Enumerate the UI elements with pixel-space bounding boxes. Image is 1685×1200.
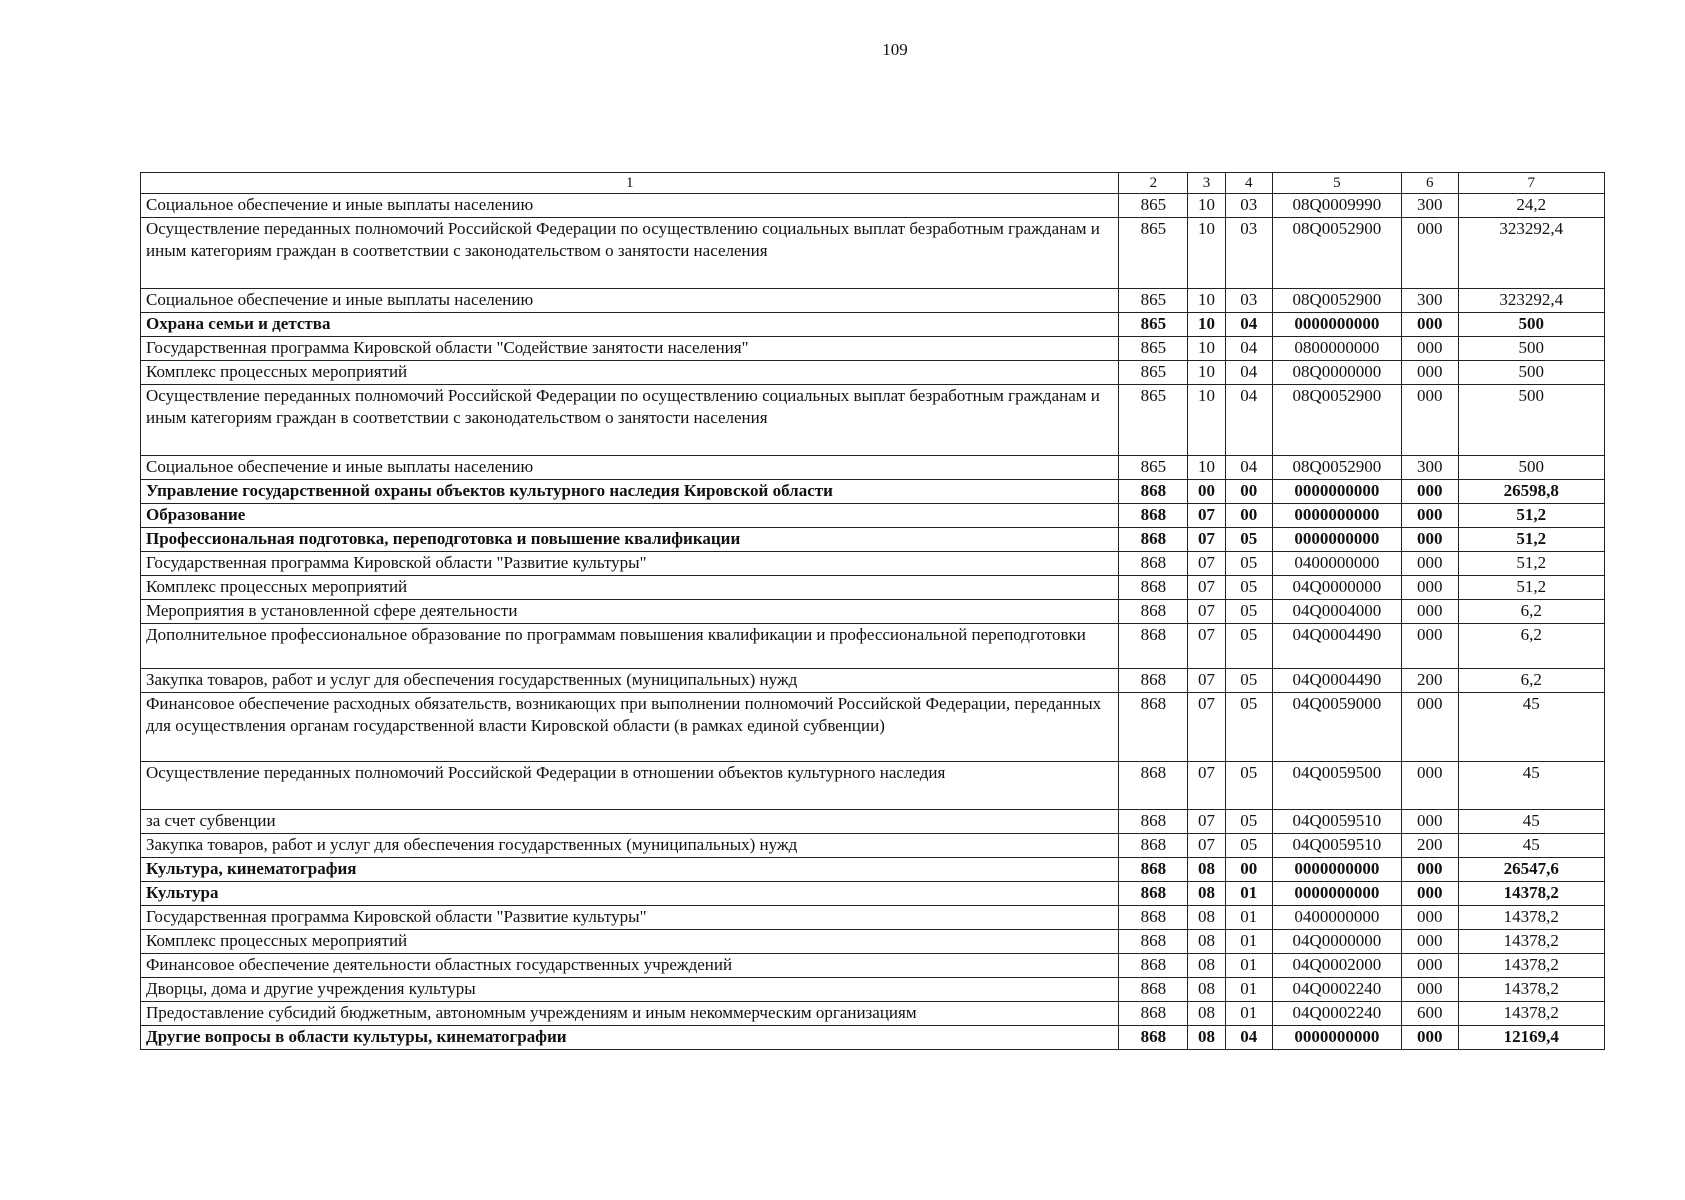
cell-ministry-code: 868 <box>1119 762 1188 810</box>
column-header: 2 <box>1119 173 1188 194</box>
row-description: Социальное обеспечение и иные выплаты населению <box>141 194 1119 218</box>
cell-subsection-code: 05 <box>1225 810 1272 834</box>
cell-target-article: 08Q0000000 <box>1272 361 1401 385</box>
cell-section-code: 08 <box>1188 930 1225 954</box>
cell-section-code: 10 <box>1188 289 1225 313</box>
cell-ministry-code: 868 <box>1119 810 1188 834</box>
column-header: 3 <box>1188 173 1225 194</box>
cell-subsection-code: 01 <box>1225 906 1272 930</box>
cell-ministry-code: 865 <box>1119 337 1188 361</box>
table-row <box>141 289 1605 313</box>
cell-target-article: 04Q0004490 <box>1272 624 1401 669</box>
cell-subsection-code: 00 <box>1225 480 1272 504</box>
cell-expense-type: 000 <box>1401 906 1458 930</box>
row-description: Управление государственной охраны объектов культурного наследия Кировской области <box>141 480 1119 504</box>
cell-amount: 500 <box>1458 313 1604 337</box>
cell-section-code: 08 <box>1188 882 1225 906</box>
table-row <box>141 810 1605 834</box>
cell-subsection-code: 01 <box>1225 930 1272 954</box>
cell-subsection-code: 01 <box>1225 978 1272 1002</box>
cell-section-code: 07 <box>1188 693 1225 762</box>
cell-expense-type: 000 <box>1401 528 1458 552</box>
cell-target-article: 0000000000 <box>1272 1026 1401 1050</box>
cell-subsection-code: 03 <box>1225 289 1272 313</box>
cell-section-code: 08 <box>1188 978 1225 1002</box>
cell-amount: 6,2 <box>1458 669 1604 693</box>
table-row <box>141 600 1605 624</box>
cell-amount: 500 <box>1458 385 1604 456</box>
row-description: Государственная программа Кировской области "Содействие занятости населения" <box>141 337 1119 361</box>
cell-section-code: 07 <box>1188 810 1225 834</box>
cell-target-article: 04Q0002240 <box>1272 978 1401 1002</box>
row-description: Культура, кинематография <box>141 858 1119 882</box>
cell-amount: 14378,2 <box>1458 954 1604 978</box>
row-description: Социальное обеспечение и иные выплаты населению <box>141 289 1119 313</box>
cell-expense-type: 000 <box>1401 624 1458 669</box>
cell-amount: 14378,2 <box>1458 1002 1604 1026</box>
cell-section-code: 07 <box>1188 528 1225 552</box>
table-row <box>141 480 1605 504</box>
cell-subsection-code: 03 <box>1225 194 1272 218</box>
cell-expense-type: 000 <box>1401 337 1458 361</box>
cell-ministry-code: 868 <box>1119 669 1188 693</box>
cell-ministry-code: 868 <box>1119 528 1188 552</box>
column-header: 5 <box>1272 173 1401 194</box>
cell-expense-type: 300 <box>1401 289 1458 313</box>
cell-target-article: 04Q0059500 <box>1272 762 1401 810</box>
row-description: Дополнительное профессиональное образование по программам повышения квалификации и профессиональной переподготовки <box>141 624 1119 669</box>
cell-expense-type: 000 <box>1401 1026 1458 1050</box>
cell-ministry-code: 868 <box>1119 906 1188 930</box>
cell-section-code: 00 <box>1188 480 1225 504</box>
cell-target-article: 04Q0059000 <box>1272 693 1401 762</box>
cell-target-article: 0000000000 <box>1272 313 1401 337</box>
table-body <box>141 194 1605 1050</box>
cell-subsection-code: 01 <box>1225 1002 1272 1026</box>
cell-expense-type: 300 <box>1401 194 1458 218</box>
cell-target-article: 04Q0059510 <box>1272 810 1401 834</box>
cell-expense-type: 600 <box>1401 1002 1458 1026</box>
cell-subsection-code: 05 <box>1225 552 1272 576</box>
cell-subsection-code: 04 <box>1225 456 1272 480</box>
cell-target-article: 0000000000 <box>1272 480 1401 504</box>
cell-ministry-code: 865 <box>1119 289 1188 313</box>
cell-target-article: 0000000000 <box>1272 528 1401 552</box>
cell-target-article: 0400000000 <box>1272 552 1401 576</box>
cell-ministry-code: 868 <box>1119 624 1188 669</box>
cell-target-article: 04Q0000000 <box>1272 930 1401 954</box>
table-row <box>141 456 1605 480</box>
row-description: Государственная программа Кировской области "Развитие культуры" <box>141 552 1119 576</box>
cell-expense-type: 200 <box>1401 669 1458 693</box>
table-row <box>141 834 1605 858</box>
cell-section-code: 10 <box>1188 337 1225 361</box>
table-row <box>141 576 1605 600</box>
cell-amount: 323292,4 <box>1458 218 1604 289</box>
table-row <box>141 954 1605 978</box>
cell-section-code: 10 <box>1188 194 1225 218</box>
cell-expense-type: 000 <box>1401 858 1458 882</box>
row-description: Осуществление переданных полномочий Российской Федерации по осуществлению социальных выплат безработным гражданам и иным категориям граждан в соответствии с законодательством о занятости населения <box>141 385 1119 456</box>
cell-amount: 14378,2 <box>1458 906 1604 930</box>
cell-expense-type: 000 <box>1401 978 1458 1002</box>
cell-section-code: 07 <box>1188 834 1225 858</box>
cell-subsection-code: 05 <box>1225 669 1272 693</box>
cell-subsection-code: 04 <box>1225 1026 1272 1050</box>
cell-subsection-code: 05 <box>1225 600 1272 624</box>
table-row <box>141 624 1605 669</box>
cell-section-code: 08 <box>1188 954 1225 978</box>
cell-amount: 6,2 <box>1458 600 1604 624</box>
cell-section-code: 10 <box>1188 456 1225 480</box>
cell-amount: 51,2 <box>1458 552 1604 576</box>
cell-ministry-code: 868 <box>1119 1002 1188 1026</box>
row-description: Культура <box>141 882 1119 906</box>
cell-subsection-code: 05 <box>1225 624 1272 669</box>
row-description: Дворцы, дома и другие учреждения культуры <box>141 978 1119 1002</box>
cell-amount: 12169,4 <box>1458 1026 1604 1050</box>
row-description: Государственная программа Кировской области "Развитие культуры" <box>141 906 1119 930</box>
column-header: 7 <box>1458 173 1604 194</box>
table-row <box>141 385 1605 456</box>
cell-subsection-code: 00 <box>1225 858 1272 882</box>
row-description: Предоставление субсидий бюджетным, автономным учреждениям и иным некоммерческим организациям <box>141 1002 1119 1026</box>
cell-amount: 500 <box>1458 361 1604 385</box>
cell-ministry-code: 868 <box>1119 930 1188 954</box>
row-description: Закупка товаров, работ и услуг для обеспечения государственных (муниципальных) нужд <box>141 669 1119 693</box>
cell-expense-type: 000 <box>1401 762 1458 810</box>
table-row <box>141 361 1605 385</box>
table-row <box>141 528 1605 552</box>
table-row <box>141 337 1605 361</box>
row-description: Другие вопросы в области культуры, кинематографии <box>141 1026 1119 1050</box>
cell-section-code: 08 <box>1188 906 1225 930</box>
cell-amount: 24,2 <box>1458 194 1604 218</box>
row-description: Мероприятия в установленной сфере деятельности <box>141 600 1119 624</box>
cell-expense-type: 000 <box>1401 313 1458 337</box>
cell-section-code: 07 <box>1188 552 1225 576</box>
cell-expense-type: 000 <box>1401 954 1458 978</box>
cell-amount: 323292,4 <box>1458 289 1604 313</box>
cell-ministry-code: 865 <box>1119 385 1188 456</box>
cell-section-code: 08 <box>1188 1026 1225 1050</box>
table-row <box>141 930 1605 954</box>
cell-section-code: 07 <box>1188 669 1225 693</box>
cell-subsection-code: 00 <box>1225 504 1272 528</box>
cell-section-code: 10 <box>1188 361 1225 385</box>
cell-subsection-code: 04 <box>1225 361 1272 385</box>
table-row <box>141 669 1605 693</box>
cell-ministry-code: 865 <box>1119 361 1188 385</box>
cell-amount: 45 <box>1458 762 1604 810</box>
table-row <box>141 882 1605 906</box>
cell-target-article: 04Q0002000 <box>1272 954 1401 978</box>
cell-ministry-code: 868 <box>1119 504 1188 528</box>
cell-section-code: 07 <box>1188 600 1225 624</box>
cell-ministry-code: 865 <box>1119 194 1188 218</box>
cell-expense-type: 000 <box>1401 480 1458 504</box>
table-row <box>141 858 1605 882</box>
row-description: Комплекс процессных мероприятий <box>141 930 1119 954</box>
table-row <box>141 194 1605 218</box>
cell-section-code: 07 <box>1188 504 1225 528</box>
cell-subsection-code: 05 <box>1225 576 1272 600</box>
row-description: Закупка товаров, работ и услуг для обеспечения государственных (муниципальных) нужд <box>141 834 1119 858</box>
cell-amount: 26547,6 <box>1458 858 1604 882</box>
column-header: 6 <box>1401 173 1458 194</box>
table-row <box>141 1026 1605 1050</box>
cell-section-code: 10 <box>1188 385 1225 456</box>
cell-amount: 14378,2 <box>1458 882 1604 906</box>
cell-amount: 6,2 <box>1458 624 1604 669</box>
cell-ministry-code: 868 <box>1119 882 1188 906</box>
row-description: за счет субвенции <box>141 810 1119 834</box>
cell-amount: 26598,8 <box>1458 480 1604 504</box>
cell-expense-type: 000 <box>1401 361 1458 385</box>
table-row <box>141 552 1605 576</box>
cell-expense-type: 000 <box>1401 600 1458 624</box>
table-row <box>141 693 1605 762</box>
cell-amount: 45 <box>1458 834 1604 858</box>
row-description: Охрана семьи и детства <box>141 313 1119 337</box>
cell-target-article: 08Q0009990 <box>1272 194 1401 218</box>
cell-ministry-code: 868 <box>1119 600 1188 624</box>
cell-amount: 500 <box>1458 456 1604 480</box>
cell-subsection-code: 04 <box>1225 385 1272 456</box>
column-header: 1 <box>141 173 1119 194</box>
cell-section-code: 10 <box>1188 313 1225 337</box>
cell-ministry-code: 865 <box>1119 456 1188 480</box>
cell-expense-type: 300 <box>1401 456 1458 480</box>
row-description: Комплекс процессных мероприятий <box>141 576 1119 600</box>
cell-section-code: 07 <box>1188 762 1225 810</box>
table-row <box>141 504 1605 528</box>
cell-expense-type: 200 <box>1401 834 1458 858</box>
cell-target-article: 08Q0052900 <box>1272 218 1401 289</box>
table-row <box>141 313 1605 337</box>
cell-section-code: 08 <box>1188 1002 1225 1026</box>
cell-section-code: 07 <box>1188 576 1225 600</box>
cell-subsection-code: 03 <box>1225 218 1272 289</box>
cell-subsection-code: 04 <box>1225 313 1272 337</box>
cell-subsection-code: 01 <box>1225 882 1272 906</box>
cell-ministry-code: 868 <box>1119 693 1188 762</box>
cell-section-code: 10 <box>1188 218 1225 289</box>
cell-target-article: 04Q0004000 <box>1272 600 1401 624</box>
cell-target-article: 04Q0002240 <box>1272 1002 1401 1026</box>
cell-ministry-code: 865 <box>1119 218 1188 289</box>
row-description: Образование <box>141 504 1119 528</box>
cell-ministry-code: 868 <box>1119 480 1188 504</box>
row-description: Финансовое обеспечение деятельности областных государственных учреждений <box>141 954 1119 978</box>
cell-amount: 45 <box>1458 810 1604 834</box>
cell-target-article: 0000000000 <box>1272 882 1401 906</box>
cell-target-article: 04Q0004490 <box>1272 669 1401 693</box>
page-number: 109 <box>882 40 908 59</box>
cell-amount: 51,2 <box>1458 528 1604 552</box>
cell-expense-type: 000 <box>1401 882 1458 906</box>
cell-amount: 51,2 <box>1458 576 1604 600</box>
cell-subsection-code: 05 <box>1225 834 1272 858</box>
cell-section-code: 08 <box>1188 858 1225 882</box>
cell-amount: 51,2 <box>1458 504 1604 528</box>
cell-target-article: 0400000000 <box>1272 906 1401 930</box>
cell-target-article: 04Q0000000 <box>1272 576 1401 600</box>
cell-ministry-code: 868 <box>1119 576 1188 600</box>
row-description: Финансовое обеспечение расходных обязательств, возникающих при выполнении полномочий Российской Федерации, переданных для осуществления органам государственной власти Кировской области (в рамках единой субвенции) <box>141 693 1119 762</box>
cell-target-article: 08Q0052900 <box>1272 456 1401 480</box>
cell-subsection-code: 04 <box>1225 337 1272 361</box>
cell-expense-type: 000 <box>1401 385 1458 456</box>
row-description: Осуществление переданных полномочий Российской Федерации по осуществлению социальных выплат безработным гражданам и иным категориям граждан в соответствии с законодательством о занятости населения <box>141 218 1119 289</box>
cell-ministry-code: 865 <box>1119 313 1188 337</box>
table-row <box>141 762 1605 810</box>
column-header: 4 <box>1225 173 1272 194</box>
cell-expense-type: 000 <box>1401 218 1458 289</box>
cell-amount: 14378,2 <box>1458 930 1604 954</box>
cell-subsection-code: 01 <box>1225 954 1272 978</box>
table-row <box>141 906 1605 930</box>
cell-section-code: 07 <box>1188 624 1225 669</box>
row-description: Профессиональная подготовка, переподготовка и повышение квалификации <box>141 528 1119 552</box>
table-header-row <box>141 173 1605 194</box>
row-description: Осуществление переданных полномочий Российской Федерации в отношении объектов культурного наследия <box>141 762 1119 810</box>
cell-ministry-code: 868 <box>1119 1026 1188 1050</box>
cell-target-article: 0000000000 <box>1272 858 1401 882</box>
cell-target-article: 08Q0052900 <box>1272 289 1401 313</box>
cell-ministry-code: 868 <box>1119 552 1188 576</box>
cell-target-article: 04Q0059510 <box>1272 834 1401 858</box>
cell-target-article: 08Q0052900 <box>1272 385 1401 456</box>
cell-target-article: 0800000000 <box>1272 337 1401 361</box>
table-row <box>141 1002 1605 1026</box>
cell-expense-type: 000 <box>1401 576 1458 600</box>
cell-subsection-code: 05 <box>1225 693 1272 762</box>
budget-table <box>140 172 1605 1050</box>
cell-expense-type: 000 <box>1401 552 1458 576</box>
cell-expense-type: 000 <box>1401 504 1458 528</box>
cell-amount: 500 <box>1458 337 1604 361</box>
cell-expense-type: 000 <box>1401 810 1458 834</box>
cell-amount: 14378,2 <box>1458 978 1604 1002</box>
row-description: Социальное обеспечение и иные выплаты населению <box>141 456 1119 480</box>
row-description: Комплекс процессных мероприятий <box>141 361 1119 385</box>
cell-expense-type: 000 <box>1401 693 1458 762</box>
cell-ministry-code: 868 <box>1119 978 1188 1002</box>
cell-expense-type: 000 <box>1401 930 1458 954</box>
cell-target-article: 0000000000 <box>1272 504 1401 528</box>
cell-ministry-code: 868 <box>1119 834 1188 858</box>
cell-subsection-code: 05 <box>1225 528 1272 552</box>
table-row <box>141 218 1605 289</box>
cell-amount: 45 <box>1458 693 1604 762</box>
cell-ministry-code: 868 <box>1119 954 1188 978</box>
cell-subsection-code: 05 <box>1225 762 1272 810</box>
cell-ministry-code: 868 <box>1119 858 1188 882</box>
table-row <box>141 978 1605 1002</box>
